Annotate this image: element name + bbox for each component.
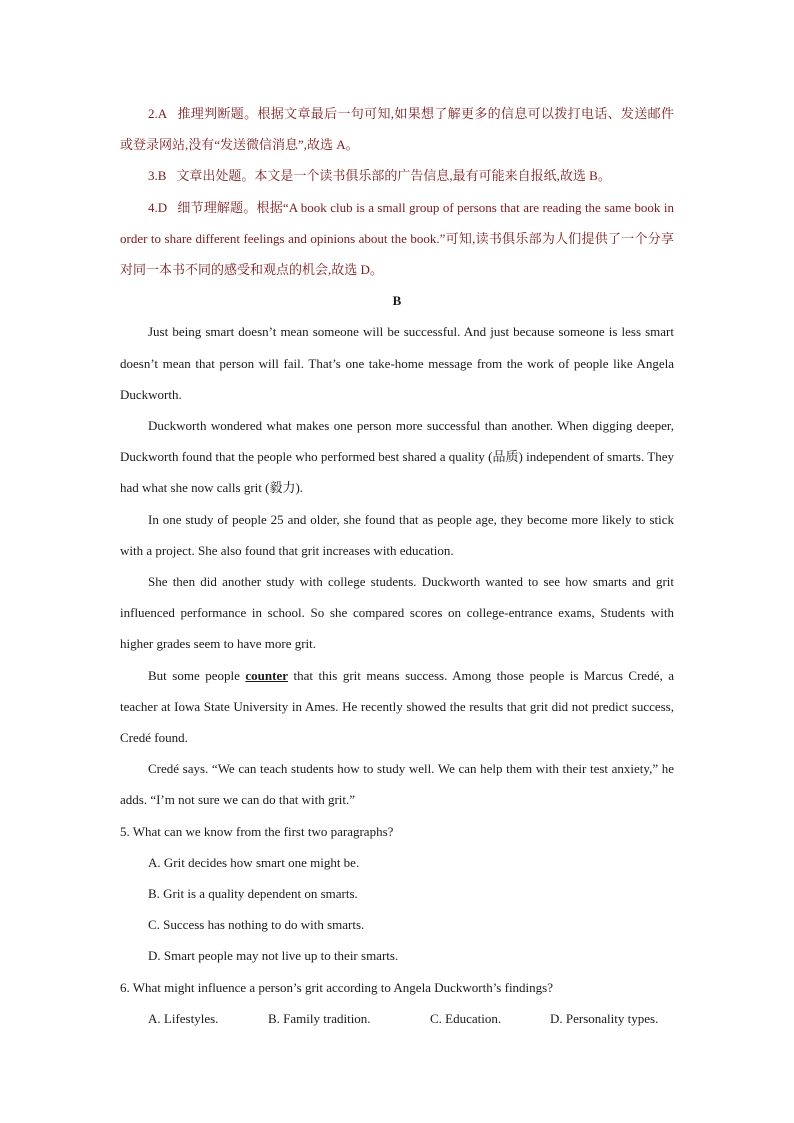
- passage-paragraph-5: [120, 660, 674, 754]
- passage-paragraph-2: Duckworth wondered what makes one person more successful than another. When digging deeper, Duckworth found that the people who performed best shared a quality (品质) independent of smarts. They had what she now calls grit (毅力).: [120, 418, 674, 496]
- question-6-options: [120, 1003, 674, 1034]
- question-6-option-d: D. Personality types.: [550, 1010, 659, 1026]
- passage-paragraph-3: In one study of people 25 and older, she found that as people age, they become more likely to stick with a project. She also found that grit increases with education.: [120, 511, 674, 558]
- paragraph-5-rest: that this grit means success. Among those people is Marcus Credé, a teacher at Iowa State University in Ames. He recently showed the results that grit did not predict success, Credé found.: [120, 667, 674, 746]
- passage-paragraph-1: Just being smart doesn’t mean someone will be successful. And just because someone is less smart doesn’t mean that person will fail. That’s one take-home message from the work of people like Angela Duckworth.: [120, 324, 674, 402]
- question-6-option-b: B. Family tradition.: [268, 1010, 371, 1026]
- question-5-option-a: A. Grit decides how smart one might be.: [148, 854, 360, 870]
- answer-3: [120, 160, 674, 191]
- question-5-option-c: C. Success has nothing to do with smarts.: [148, 917, 365, 933]
- question-5-option-b: B. Grit is a quality dependent on smarts.: [148, 886, 358, 902]
- question-5-option-d: D. Smart people may not live up to their smarts.: [148, 948, 399, 964]
- answer-4-explanation: 细节理解题。根据“A book club is a small group of persons that are reading the same book in order to share different feelings and opinions about the book.”可知,读书俱乐部为人们提供了一个分享对同一本书不同的感受和观点的机会,故选 D。: [120, 199, 674, 278]
- answer-4: [120, 192, 674, 286]
- question-6-option-a: A. Lifestyles.: [148, 1010, 219, 1026]
- answer-4-number: 4.D: [148, 199, 168, 215]
- section-heading: B: [392, 293, 402, 309]
- answer-2-number: 2.A: [148, 106, 168, 121]
- question-6-option-c: C. Education.: [430, 1010, 502, 1026]
- passage-paragraph-4: She then did another study with college students. Duckworth wanted to see how smarts and grit influenced performance in school. So she compared scores on college-entrance exams, Students with higher grades seem to have more grit.: [120, 574, 674, 652]
- answer-2: [120, 98, 674, 160]
- document-page: [120, 98, 674, 1034]
- question-6-stem: 6. What might influence a person’s grit according to Angela Duckworth’s findings?: [120, 979, 553, 995]
- answer-3-explanation: 文章出处题。本文是一个读书俱乐部的广告信息,最有可能来自报纸,故选 B。: [176, 168, 611, 184]
- answer-3-number: 3.B: [148, 168, 167, 184]
- answer-2-explanation: 推理判断题。根据文章最后一句可知,如果想了解更多的信息可以拨打电话、发送邮件或登录网站,没有“发送微信消息”,故选 A。: [120, 106, 674, 153]
- passage-paragraph-6: Credé says. “We can teach students how to study well. We can help them with their test anxiety,” he adds. “I’m not sure we can do that with grit.”: [120, 761, 674, 808]
- keyword-counter: counter: [245, 667, 289, 683]
- paragraph-5-lead: But some people: [148, 667, 246, 683]
- question-5-stem: 5. What can we know from the first two paragraphs?: [120, 823, 394, 839]
